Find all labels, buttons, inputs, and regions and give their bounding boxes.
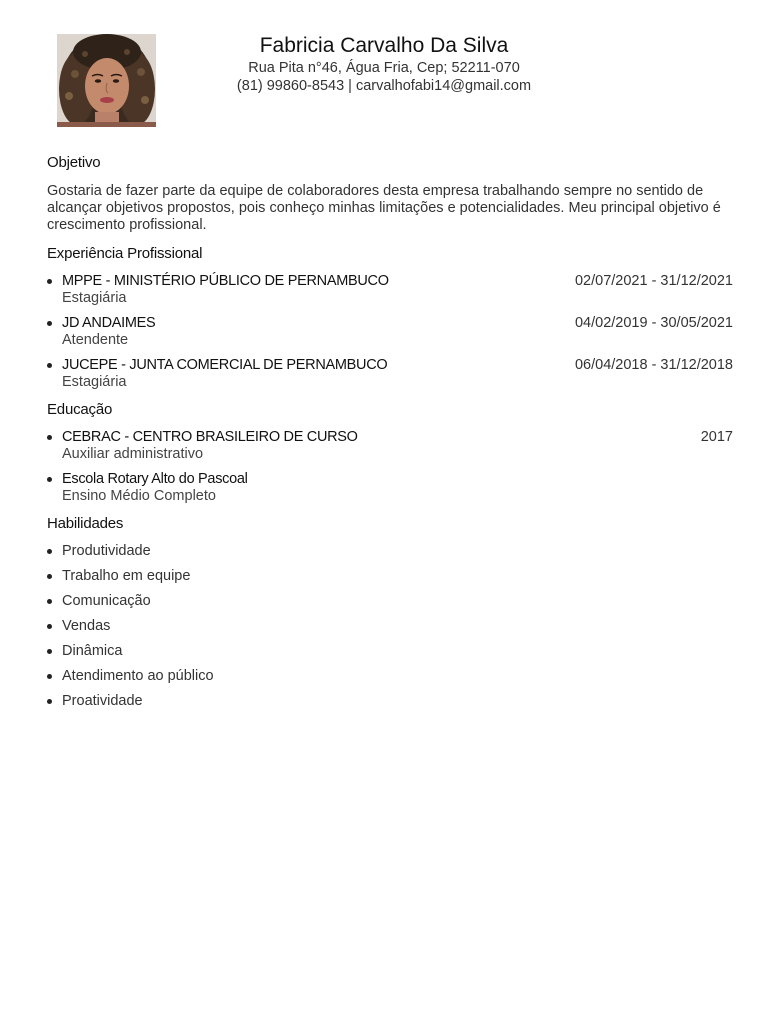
experience-dates: 02/07/2021 - 31/12/2021 bbox=[574, 273, 733, 289]
experience-item bbox=[47, 357, 733, 391]
skill-item: Proatividade bbox=[47, 693, 733, 710]
skill-item: Comunicação bbox=[47, 593, 733, 610]
education-item bbox=[47, 429, 733, 463]
resume-header bbox=[0, 33, 768, 95]
education-course: Auxiliar administrativo bbox=[62, 446, 204, 462]
objective-heading: Objetivo bbox=[47, 154, 101, 171]
experience-list bbox=[47, 273, 733, 391]
education-heading: Educação bbox=[47, 401, 113, 418]
contact-line: (81) 99860-8543 | carvalhofabi14@gmail.com bbox=[236, 78, 532, 94]
experience-dates: 04/02/2019 - 30/05/2021 bbox=[574, 315, 733, 331]
experience-item bbox=[47, 273, 733, 307]
experience-org: JUCEPE - JUNTA COMERCIAL DE PERNAMBUCO bbox=[62, 357, 388, 373]
skills-list bbox=[47, 543, 733, 710]
skill-item: Vendas bbox=[47, 618, 733, 635]
education-school: Escola Rotary Alto do Pascoal bbox=[62, 471, 248, 487]
resume-body bbox=[47, 152, 733, 718]
skills-heading: Habilidades bbox=[47, 515, 124, 532]
experience-role: Atendente bbox=[62, 332, 129, 348]
objective-text: Gostaria de fazer parte da equipe de colaboradores desta empresa trabalhando sempre no sentido de alcançar objetivos propostos, pois conheço minhas limitações e potencialidades. Meu principal objetivo é crescimento profissional. bbox=[47, 183, 721, 233]
skill-item: Produtividade bbox=[47, 543, 733, 560]
address-line: Rua Pita n°46, Água Fria, Cep; 52211-070 bbox=[248, 60, 520, 76]
experience-org: JD ANDAIMES bbox=[62, 315, 156, 331]
education-list bbox=[47, 429, 733, 505]
experience-org: MPPE - MINISTÉRIO PÚBLICO DE PERNAMBUCO bbox=[62, 273, 389, 289]
candidate-name: Fabricia Carvalho Da Silva bbox=[259, 34, 509, 57]
skill-item: Dinâmica bbox=[47, 643, 733, 660]
skill-item: Trabalho em equipe bbox=[47, 568, 733, 585]
education-school: CEBRAC - CENTRO BRASILEIRO DE CURSO bbox=[62, 429, 358, 445]
skill-item: Atendimento ao público bbox=[47, 668, 733, 685]
experience-heading: Experiência Profissional bbox=[47, 245, 203, 262]
experience-role: Estagiária bbox=[62, 290, 127, 306]
experience-item bbox=[47, 315, 733, 349]
education-year: 2017 bbox=[700, 429, 733, 445]
education-course: Ensino Médio Completo bbox=[62, 488, 216, 504]
education-item bbox=[47, 471, 733, 505]
experience-role: Estagiária bbox=[62, 374, 127, 390]
experience-dates: 06/04/2018 - 31/12/2018 bbox=[574, 357, 733, 373]
